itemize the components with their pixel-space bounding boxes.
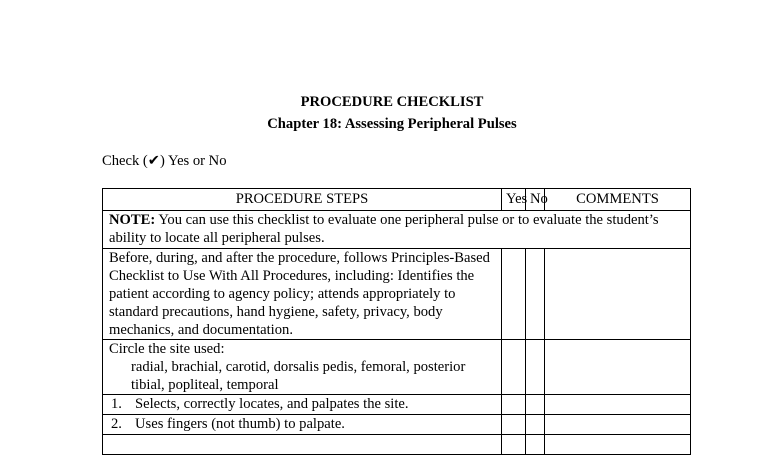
no-check-cell[interactable] [526,249,545,340]
circle-site-label: Circle the site used: [109,341,225,357]
before-procedure-text: Before, during, and after the procedure, follows Principles-Based Checklist to Use With All Procedures, including: Identifies the patient according to agency policy; attends appropriately to standard precautions, hand hygiene, safety, privacy, body mechanics, and documentation. [103,249,502,340]
no-check-cell[interactable] [526,395,545,415]
yes-check-cell[interactable] [502,415,526,435]
circle-site-cell [103,340,502,395]
check-instruction [102,153,227,170]
checklist-title: PROCEDURE CHECKLIST [300,94,484,110]
col-header-steps: PROCEDURE STEPS [103,189,502,211]
note-row [103,211,691,249]
comments-cell[interactable] [545,249,691,340]
yes-check-cell[interactable] [502,249,526,340]
table-row [103,340,691,395]
yes-check-cell[interactable] [502,340,526,395]
instruction-suffix: ) Yes or No [160,153,227,169]
note-text: You can use this checklist to evaluate one peripheral pulse or to evaluate the student’s ability to locate all peripheral pulses. [109,212,659,246]
table-row [103,249,691,340]
step-text: Uses fingers (not thumb) to palpate. [135,416,345,432]
checkmark-icon: ✔ [147,153,161,169]
chapter-subtitle: Chapter 18: Assessing Peripheral Pulses [267,116,517,132]
no-check-cell[interactable] [526,415,545,435]
step-cell [103,435,502,455]
step-cell [103,395,502,415]
col-header-comments: COMMENTS [545,189,691,211]
yes-check-cell[interactable] [502,395,526,415]
comments-cell[interactable] [545,340,691,395]
procedure-table [102,188,691,455]
step-cell [103,415,502,435]
site-options: radial, brachial, carotid, dorsalis pedis, femoral, posterior tibial, popliteal, temporal [131,359,466,393]
no-check-cell[interactable] [526,435,545,455]
yes-check-cell[interactable] [502,435,526,455]
note-label: NOTE: [109,212,156,228]
table-header-row [103,189,691,211]
step-number: 1. [111,396,122,412]
comments-cell[interactable] [545,435,691,455]
instruction-prefix: Check ( [102,153,148,169]
comments-cell[interactable] [545,415,691,435]
col-header-yes: Yes [502,189,526,211]
step-text: Selects, correctly locates, and palpates the site. [135,396,409,412]
note-cell [103,211,691,249]
comments-cell[interactable] [545,395,691,415]
table-row [103,435,691,455]
table-row [103,395,691,415]
col-header-no: No [526,189,545,211]
no-check-cell[interactable] [526,340,545,395]
table-row [103,415,691,435]
step-number: 2. [111,416,122,432]
